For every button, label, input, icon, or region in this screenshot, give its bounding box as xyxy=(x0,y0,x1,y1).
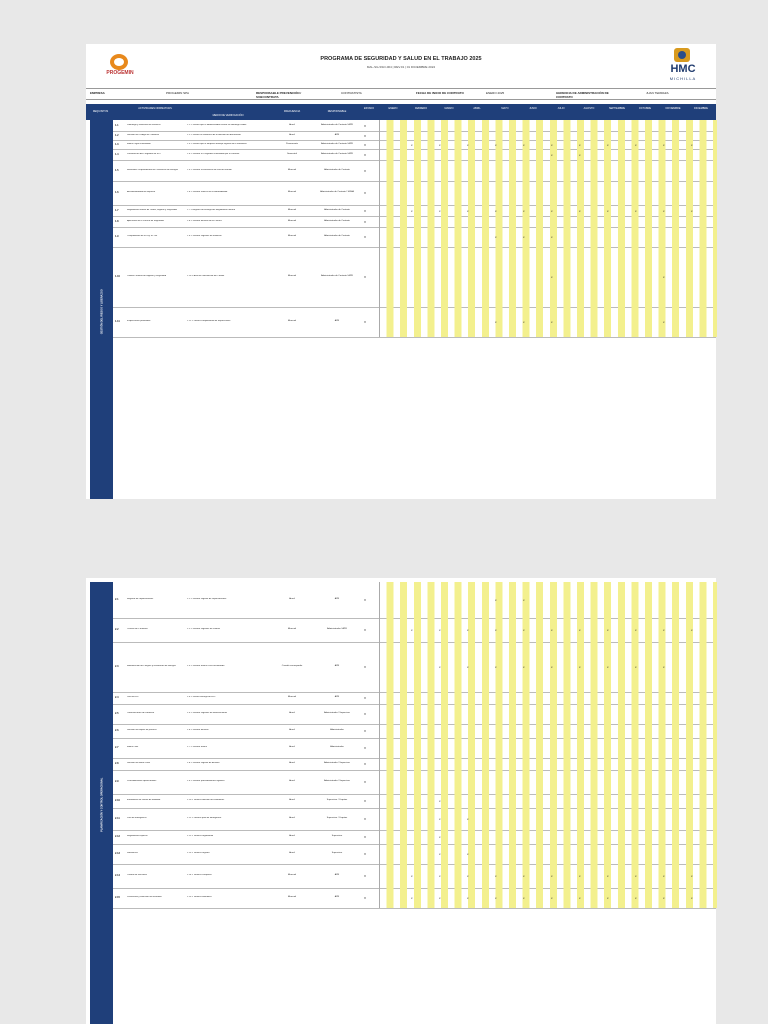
document-subtitle: MAL-SG-SSO-004 | REV.01 | 01 DICIEMBRE 2024 xyxy=(366,65,436,69)
hmc-logo: HMC MICHILLA xyxy=(660,48,706,84)
verification-cell: 2.10.1 Verificar difusión de estándares xyxy=(187,799,225,801)
frequency-cell: Mensual xyxy=(287,275,297,277)
status-cell: X xyxy=(364,628,367,632)
responsible-cell: Administrador de Contrato xyxy=(324,208,350,211)
month-mark: x xyxy=(579,628,581,632)
table-row xyxy=(113,808,716,831)
status-cell: X xyxy=(364,235,367,239)
table-header: REQUISITOS ACTIVIDADES NORMATIVAS MEDIO DE VERIFICACIÓN FRECUENCIA RESPONSABLE ESTADO ENERO FEBRERO MARZO ABRIL MAYO JUNIO JULIO AGOSTO SEPTIEMBRE OCTUBRE NOVIEMBRE DICIEMBRE xyxy=(86,104,716,120)
activity-cell: Identificación de Peligros y Evaluación de Riesgos xyxy=(127,665,176,667)
status-cell: X xyxy=(364,746,367,750)
month-header: MAYO xyxy=(501,107,509,110)
month-mark: x xyxy=(635,896,637,900)
month-mark: x xyxy=(635,142,637,147)
activity-cell: Charlas de 5 minutos xyxy=(127,628,148,630)
status-cell: X xyxy=(364,208,367,213)
table-row xyxy=(113,724,716,739)
month-header: AGOSTO xyxy=(583,107,595,110)
table-row xyxy=(113,227,716,248)
row-number: 2.1 xyxy=(115,598,119,601)
month-mark: x xyxy=(607,142,609,147)
status-cell: X xyxy=(364,874,367,878)
status-cell: X xyxy=(364,835,367,839)
responsible-cell: Administrador xyxy=(330,729,344,731)
frequency-cell: Permanente xyxy=(286,142,298,145)
responsible-cell: Administrador / APR xyxy=(327,628,347,630)
frequency-cell: Mensual xyxy=(287,628,297,630)
verification-cell: 2.4.1 Verifica entrega de EPP xyxy=(187,696,216,698)
activity-cell: Reuniones Departamento de Prevención de Riesgos xyxy=(127,168,179,171)
responsible-cell: Supervisor xyxy=(331,852,343,854)
activity-cell: Matriz PRH xyxy=(127,746,139,748)
row-number: 1.6 xyxy=(115,191,119,194)
frequency-cell: Mensual xyxy=(287,320,297,322)
info-bar: EMPRESA PROGEMIN SPA RESPONSABLE PREVENCIÓN / SUBCONTRATA CONTRATISTA FECHA DE INICIO DE CONTRATO ENERO 2025 GERENCIA DE ADMINISTRACIÓN DE CONTRATO JUAN TERRAZA xyxy=(86,88,716,100)
month-header: JUNIO xyxy=(529,107,537,110)
row-number: 2.6 xyxy=(115,729,119,732)
month-mark: x xyxy=(663,874,665,878)
month-mark: x xyxy=(439,817,441,821)
month-mark: x xyxy=(495,320,497,324)
month-mark: x xyxy=(691,208,693,213)
activity-cell: Difusión del Código de Conducta xyxy=(127,133,159,136)
month-header: SEPTIEMBRE xyxy=(608,107,626,110)
month-mark: x xyxy=(495,628,497,632)
table-row xyxy=(113,307,716,338)
activity-cell: Difusión de Matriz IPER xyxy=(127,762,151,764)
frequency-cell: Anual xyxy=(289,780,295,782)
verification-cell: 2.13.1 Verificar registro xyxy=(187,852,210,854)
responsible-cell: APR xyxy=(334,665,340,667)
row-number: 1.10 xyxy=(115,275,120,278)
frequency-cell: Mensual xyxy=(287,219,297,222)
activity-cell: Estándares de control de fatalidad xyxy=(127,799,161,801)
month-mark: x xyxy=(579,152,581,157)
status-cell: X xyxy=(364,320,367,324)
responsible-cell: APR xyxy=(334,598,340,600)
month-mark: x xyxy=(495,874,497,878)
row-number: 2.13 xyxy=(115,852,120,855)
responsible-cell: Supervisor / Capataz xyxy=(326,817,348,819)
month-mark: x xyxy=(411,208,413,213)
frequency-cell: Anual xyxy=(289,712,295,714)
status-cell: X xyxy=(364,729,367,733)
row-number: 2.3 xyxy=(115,665,119,668)
month-mark: x xyxy=(635,874,637,878)
verification-cell: 2.2.1 Verificar registros de charlas xyxy=(187,628,221,630)
row-number: 2.12 xyxy=(115,835,120,838)
status-cell: X xyxy=(364,598,367,602)
responsible-cell: Administrador / Supervisor xyxy=(324,762,350,764)
row-number: 2.15 xyxy=(115,896,120,899)
document-page-2 xyxy=(86,578,716,1024)
activity-cell: Observaciones de conducta xyxy=(127,712,155,714)
responsible-cell: Administrador / Supervisor xyxy=(324,712,350,714)
responsible-cell: APR xyxy=(334,896,340,898)
verification-cell: 2.8.1 Verificar registro de difusión xyxy=(187,762,220,764)
frequency-cell: Anual xyxy=(289,133,295,136)
row-number: 2.10 xyxy=(115,799,120,802)
row-number: 2.11 xyxy=(115,817,120,820)
month-mark: x xyxy=(523,896,525,900)
month-mark: x xyxy=(411,142,413,147)
frequency-cell: Cuando corresponda xyxy=(281,665,303,667)
activity-cell: Liderazgo y visitación de Gerencia xyxy=(127,123,161,126)
verification-cell: 1.9.1 Verificar registros de afiliación xyxy=(187,235,222,237)
month-mark: x xyxy=(523,208,525,213)
verification-cell: 2.12.1 Verificar reglamento xyxy=(187,835,214,837)
table-row xyxy=(113,770,716,795)
table-row xyxy=(113,864,716,889)
table-row xyxy=(113,181,716,206)
frequency-cell: Mensual xyxy=(287,896,297,898)
verification-cell: 1.6.1 Verificar índices de accidentabilidad xyxy=(187,191,228,193)
month-header: DICIEMBRE xyxy=(694,107,708,110)
month-mark: x xyxy=(523,874,525,878)
verification-cell: 1.5.1 Verificar la existencia de acta de reunión xyxy=(187,168,232,171)
month-mark: x xyxy=(439,852,441,856)
month-mark: x xyxy=(523,142,525,147)
status-cell: X xyxy=(364,665,367,669)
month-mark: x xyxy=(691,142,693,147)
month-mark: x xyxy=(439,799,441,803)
month-mark: x xyxy=(523,235,525,239)
responsible-cell: Administrador / Supervisor xyxy=(324,780,350,782)
frequency-cell: Anual xyxy=(289,746,295,748)
activity-cell: Accidentabilidad de empresa xyxy=(127,191,156,193)
month-mark: x xyxy=(467,874,469,878)
month-mark: x xyxy=(607,896,609,900)
frequency-cell: Mensual xyxy=(287,235,297,237)
month-mark: x xyxy=(579,142,581,147)
status-cell: X xyxy=(364,133,367,138)
month-mark: x xyxy=(523,665,525,669)
frequency-cell: Anual xyxy=(289,817,295,819)
month-mark: x xyxy=(411,874,413,878)
table-row xyxy=(113,888,716,909)
month-mark: x xyxy=(551,874,553,878)
month-header: NOVIEMBRE xyxy=(665,107,681,110)
month-mark: x xyxy=(691,628,693,632)
table-row xyxy=(113,618,716,643)
activity-cell: Aplicación de la Política de Seguridad xyxy=(127,219,164,222)
activity-cell: Uso de EPP xyxy=(127,696,139,698)
month-mark: x xyxy=(439,835,441,839)
verification-cell: 1.8.1 Verificar difusión de la Política xyxy=(187,219,222,222)
month-mark: x xyxy=(607,628,609,632)
month-mark: x xyxy=(691,874,693,878)
month-mark: x xyxy=(551,665,553,669)
row-number: 1.9 xyxy=(115,235,119,238)
month-mark: x xyxy=(495,896,497,900)
month-mark: x xyxy=(495,208,497,213)
table-row xyxy=(113,844,716,865)
month-mark: x xyxy=(439,142,441,147)
month-mark: x xyxy=(663,275,665,279)
status-cell: X xyxy=(364,275,367,279)
row-number: 1.1 xyxy=(115,123,119,127)
month-header: OCTUBRE xyxy=(638,107,652,110)
status-cell: X xyxy=(364,799,367,803)
month-mark: x xyxy=(523,320,525,324)
month-mark: x xyxy=(663,896,665,900)
responsible-cell: Administrador de Contrato / APR xyxy=(321,123,353,126)
table-row xyxy=(113,642,716,693)
month-mark: x xyxy=(495,598,497,602)
verification-cell: 2.9.1 Verificar procedimientos vigentes xyxy=(187,780,225,782)
status-cell: X xyxy=(364,168,367,173)
month-mark: x xyxy=(607,874,609,878)
activity-cell: Difusión de mapas de proceso xyxy=(127,729,157,731)
row-number: 1.8 xyxy=(115,219,119,223)
status-cell: X xyxy=(364,152,367,157)
month-mark: x xyxy=(579,896,581,900)
row-number: 2.8 xyxy=(115,762,119,765)
month-mark: x xyxy=(523,628,525,632)
month-mark: x xyxy=(439,208,441,213)
row-number: 1.2 xyxy=(115,133,119,137)
month-mark: x xyxy=(467,208,469,213)
verification-cell: 1.11.1 Verifica cumplimiento de inspecciones xyxy=(187,320,231,322)
verification-cell: 1.7.1 Registro de entrega del Reglamento Interno xyxy=(187,208,236,211)
section-sidebar: GESTIÓN DEL RIESGO Y LIDERAZGO xyxy=(90,120,113,499)
table-row xyxy=(113,247,716,308)
responsible-cell: Supervisor / Capataz xyxy=(326,799,348,801)
frequency-cell: Anual xyxy=(289,762,295,764)
month-mark: x xyxy=(439,896,441,900)
month-mark: x xyxy=(467,896,469,900)
month-mark: x xyxy=(663,665,665,669)
month-header: ABRIL xyxy=(473,107,481,110)
row-number: 2.5 xyxy=(115,712,119,715)
responsible-cell: APR xyxy=(334,320,340,322)
row-number: 2.14 xyxy=(115,874,120,877)
month-mark: x xyxy=(411,896,413,900)
document-title: PROGRAMA DE SEGURIDAD Y SALUD EN EL TRABAJO 2025 xyxy=(320,56,482,62)
month-mark: x xyxy=(551,208,553,213)
month-mark: x xyxy=(467,817,469,821)
status-cell: X xyxy=(364,191,367,195)
activity-cell: Cumplimiento de la Ley 16.744 xyxy=(127,235,158,237)
activity-cell: Inspecciones planeadas xyxy=(127,320,151,322)
verification-cell: 2.11.1 Verificar plan de emergencia xyxy=(187,817,222,819)
responsible-cell: APR xyxy=(334,874,340,876)
activity-cell: Planificación del Programa de SST xyxy=(127,152,161,155)
row-number: 2.4 xyxy=(115,696,119,699)
month-header: ENERO xyxy=(388,107,398,110)
frequency-cell: Anual xyxy=(289,852,295,854)
month-mark: x xyxy=(635,208,637,213)
month-mark: x xyxy=(439,628,441,632)
month-header: MARZO xyxy=(444,107,454,110)
month-mark: x xyxy=(579,208,581,213)
status-cell: X xyxy=(364,712,367,716)
status-cell: X xyxy=(364,219,367,224)
document-page-1 xyxy=(86,44,716,499)
activity-cell: Procedimientos operacionales xyxy=(127,780,157,782)
verification-cell: 2.5.1 Verificar registros de observaciones xyxy=(187,712,228,714)
responsible-cell: Supervisor xyxy=(331,835,343,837)
month-mark: x xyxy=(663,628,665,632)
month-mark: x xyxy=(551,628,553,632)
status-cell: X xyxy=(364,896,367,900)
verification-cell: 2.6.1 Verificar difusión xyxy=(187,729,209,731)
verification-cell: 1.10.1 Acta de constitución del Comité xyxy=(187,275,225,277)
table-row xyxy=(113,738,716,759)
responsible-cell: Administrador de Contrato xyxy=(324,235,350,237)
verification-cell: 2.14.1 Verificar chequeos xyxy=(187,874,212,876)
row-number: 2.7 xyxy=(115,746,119,749)
verification-cell: 1.3.1 Verifica que la empresa maneje registro de la normativa xyxy=(187,142,247,145)
verification-cell: 2.7.1 Verificar matriz xyxy=(187,746,207,748)
month-mark: x xyxy=(495,142,497,147)
responsible-cell: APR xyxy=(334,133,340,136)
month-header: JULIO xyxy=(557,107,565,110)
month-mark: x xyxy=(607,665,609,669)
status-cell: X xyxy=(364,817,367,821)
table-row xyxy=(113,582,716,619)
month-mark: x xyxy=(551,275,553,279)
activity-cell: Registro de capacitaciones xyxy=(127,598,154,600)
table-row xyxy=(113,160,716,182)
row-number: 1.11 xyxy=(115,320,120,323)
frequency-cell: Mensual xyxy=(287,208,297,211)
month-mark: x xyxy=(495,665,497,669)
month-mark: x xyxy=(579,874,581,878)
month-mark: x xyxy=(551,235,553,239)
responsible-cell: Administrador de Contrato / SSMA xyxy=(320,191,354,193)
frequency-cell: Mensual xyxy=(287,874,297,876)
status-cell: X xyxy=(364,696,367,700)
verification-cell: 2.3.1 Verificar matriz IPER actualizada xyxy=(187,665,225,667)
responsible-cell: Administrador de Contrato xyxy=(324,219,350,222)
row-number: 2.9 xyxy=(115,780,119,783)
month-mark: x xyxy=(523,598,525,602)
status-cell: X xyxy=(364,142,367,147)
month-mark: x xyxy=(607,208,609,213)
month-mark: x xyxy=(467,628,469,632)
activity-cell: Prevención y extinción de incendios xyxy=(127,896,162,898)
month-mark: x xyxy=(411,628,413,632)
responsible-cell: Administrador xyxy=(330,746,344,748)
month-mark: x xyxy=(467,665,469,669)
row-number: 2.2 xyxy=(115,628,119,631)
table-row xyxy=(113,830,716,845)
frequency-cell: Anual xyxy=(289,835,295,837)
frequency-cell: Semestral xyxy=(287,152,297,155)
verification-cell: 1.4.1 Verificar el Programa actualizado por el contrato xyxy=(187,152,240,155)
frequency-cell: Mensual xyxy=(287,696,297,698)
month-header: FEBRERO xyxy=(414,107,428,110)
section-sidebar: PLANIFICACIÓN Y CONTROL OPERACIONAL xyxy=(90,582,113,1024)
verification-cell: 1.1.1 Verifica que el administrador realice un liderazgo visible xyxy=(187,123,247,126)
activity-cell: Comité Paritario de Higiene y Seguridad xyxy=(127,275,167,277)
frequency-cell: Mensual xyxy=(287,191,297,193)
month-mark: x xyxy=(663,142,665,147)
verification-cell: 2.1.1 Verificar registro de capacitaciones xyxy=(187,598,227,600)
row-number: 1.3 xyxy=(115,142,119,146)
activity-cell: Simulacros xyxy=(127,852,138,854)
month-mark: x xyxy=(551,896,553,900)
frequency-cell: Mensual xyxy=(287,168,297,171)
row-number: 1.5 xyxy=(115,168,119,172)
verification-cell: 2.15.1 Verificar extintores xyxy=(187,896,212,898)
status-cell: X xyxy=(364,852,367,856)
activity-cell: Plan de emergencia xyxy=(127,817,147,819)
frequency-cell: Anual xyxy=(289,799,295,801)
month-mark: x xyxy=(551,152,553,157)
table-row xyxy=(113,794,716,809)
month-mark: x xyxy=(691,896,693,900)
month-mark: x xyxy=(439,665,441,669)
month-mark: x xyxy=(663,320,665,324)
row-number: 1.7 xyxy=(115,208,119,212)
frequency-cell: Anual xyxy=(289,729,295,731)
responsible-cell: Administrador de Contrato / APR xyxy=(321,275,353,277)
activity-cell: Control de vehículos xyxy=(127,874,147,876)
month-mark: x xyxy=(495,235,497,239)
frequency-cell: Anual xyxy=(289,598,295,600)
month-mark: x xyxy=(467,852,469,856)
status-cell: X xyxy=(364,780,367,784)
status-cell: X xyxy=(364,123,367,128)
responsible-cell: Administrador de Contrato xyxy=(324,168,350,171)
row-number: 1.4 xyxy=(115,152,119,156)
month-mark: x xyxy=(551,320,553,324)
month-mark: x xyxy=(663,208,665,213)
activity-cell: Reglamento especial xyxy=(127,835,148,837)
progemin-logo: PROGEMIN xyxy=(100,54,140,80)
verification-cell: 1.2.1 Verifica la existencia de la difusión del documento xyxy=(187,133,241,136)
table-row xyxy=(113,704,716,725)
status-cell: X xyxy=(364,762,367,766)
month-mark: x xyxy=(579,665,581,669)
month-mark: x xyxy=(467,142,469,147)
responsible-cell: Administrador de Contrato / APR xyxy=(321,142,353,145)
month-mark: x xyxy=(635,665,637,669)
month-mark: x xyxy=(439,874,441,878)
month-mark: x xyxy=(551,142,553,147)
responsible-cell: Administrador de Contrato / APR xyxy=(321,152,353,155)
frequency-cell: Anual xyxy=(289,123,295,126)
month-mark: x xyxy=(635,628,637,632)
activity-cell: Matriz Legal actualizada xyxy=(127,142,151,145)
document-header xyxy=(86,44,716,88)
activity-cell: Reglamento Interno de Orden, Higiene y Seguridad xyxy=(127,208,177,211)
responsible-cell: APR xyxy=(334,696,340,698)
